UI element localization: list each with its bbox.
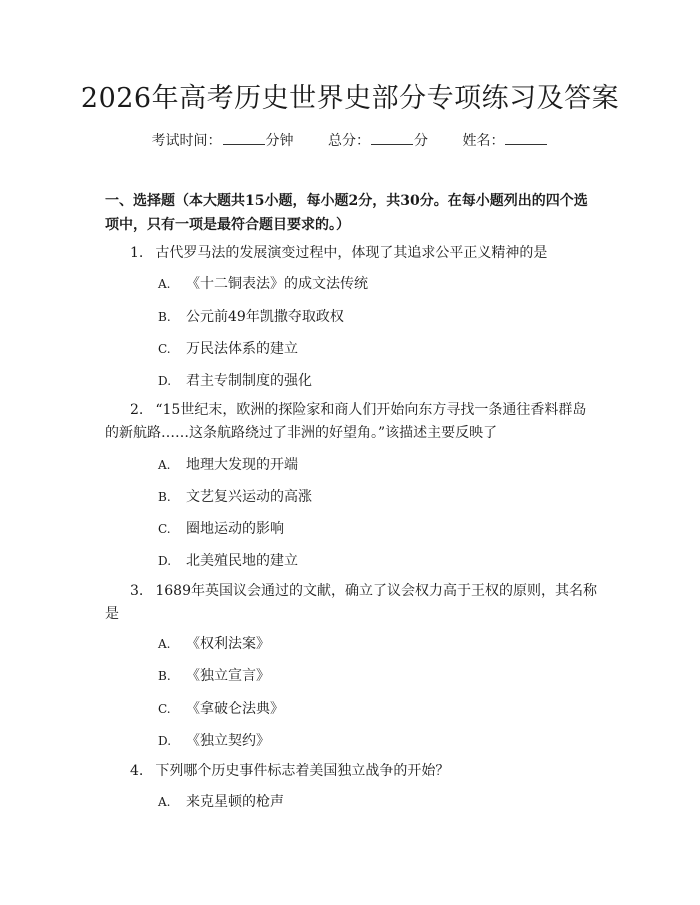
question-1-option-b <box>158 307 344 327</box>
question-3-option-a <box>158 634 270 654</box>
question-number: 1. <box>130 245 144 261</box>
exam-time-blank <box>223 131 265 145</box>
question-stem: 古代罗马法的发展演变过程中，体现了其追求公平正义精神的是 <box>155 245 548 261</box>
option-letter: B. <box>158 490 171 504</box>
option-letter: C. <box>158 702 171 716</box>
question-2-option-c <box>158 519 284 539</box>
option-text: 北美殖民地的建立 <box>186 553 298 569</box>
question-4-option-a <box>158 792 284 812</box>
question-2-option-d <box>158 551 298 571</box>
option-text: 《独立契约》 <box>186 733 270 749</box>
option-text: 圈地运动的影响 <box>186 521 284 537</box>
question-stem: “15世纪末，欧洲的探险家和商人们开始向东方寻找一条通往香料群岛的新航路……这条航路绕过了非洲的好望角。”该描述主要反映了 <box>105 402 587 441</box>
exam-time-label: 考试时间： <box>151 133 222 149</box>
question-2-option-a <box>158 455 298 475</box>
question-stem: 1689年英国议会通过的文献，确立了议会权力高于王权的原则，其名称是 <box>105 583 597 622</box>
total-score-unit: 分 <box>414 133 428 149</box>
option-text: 《独立宣言》 <box>186 668 270 684</box>
name-label: 姓名： <box>462 133 505 149</box>
option-letter: D. <box>158 734 172 748</box>
question-1-option-a <box>158 274 368 294</box>
option-letter: A. <box>158 637 171 651</box>
option-letter: B. <box>158 669 171 683</box>
option-text: 地理大发现的开端 <box>186 457 298 473</box>
option-text: 万民法体系的建立 <box>186 341 298 357</box>
question-3 <box>105 580 597 626</box>
question-3-option-b <box>158 666 270 686</box>
document-title: 2026年高考历史世界史部分专项练习及答案 <box>80 83 620 114</box>
option-text: 公元前49年凯撒夺取政权 <box>186 309 344 325</box>
option-text: 君主专制制度的强化 <box>186 373 312 389</box>
option-text: 《十二铜表法》的成文法传统 <box>186 276 368 292</box>
option-letter: D. <box>158 374 172 388</box>
question-stem: 下列哪个历史事件标志着美国独立战争的开始？ <box>155 763 450 779</box>
question-2 <box>105 399 597 445</box>
question-1-option-d <box>158 371 312 391</box>
option-text: 文艺复兴运动的高涨 <box>186 489 312 505</box>
option-letter: C. <box>158 342 171 356</box>
total-score-label: 总分： <box>328 133 370 149</box>
question-3-option-d <box>158 731 270 751</box>
option-letter: A. <box>158 277 171 291</box>
question-1-option-c <box>158 339 298 359</box>
exam-time-unit: 分钟 <box>265 133 294 149</box>
total-score-blank <box>371 131 413 145</box>
option-letter: B. <box>158 310 171 324</box>
question-number: 2. <box>130 402 144 418</box>
option-text: 来克星顿的枪声 <box>186 794 284 810</box>
option-letter: D. <box>158 554 172 568</box>
name-field <box>462 133 548 149</box>
question-1 <box>105 242 597 265</box>
question-2-option-b <box>158 487 312 507</box>
question-number: 4. <box>130 763 144 779</box>
total-score-field <box>328 133 428 149</box>
name-blank <box>505 131 547 145</box>
question-3-option-c <box>158 699 284 719</box>
question-number: 3. <box>130 583 144 599</box>
option-letter: A. <box>158 458 171 472</box>
exam-meta-line <box>0 131 700 151</box>
exam-time-field <box>152 133 294 149</box>
option-text: 《拿破仑法典》 <box>186 701 284 717</box>
option-letter: C. <box>158 522 171 536</box>
option-text: 《权利法案》 <box>186 636 270 652</box>
option-letter: A. <box>158 795 171 809</box>
section-heading: 一、选择题（本大题共15小题，每小题2分，共30分。在每小题列出的四个选项中，只有一项是最符合题目要求的。） <box>105 193 588 233</box>
question-4 <box>105 760 597 783</box>
